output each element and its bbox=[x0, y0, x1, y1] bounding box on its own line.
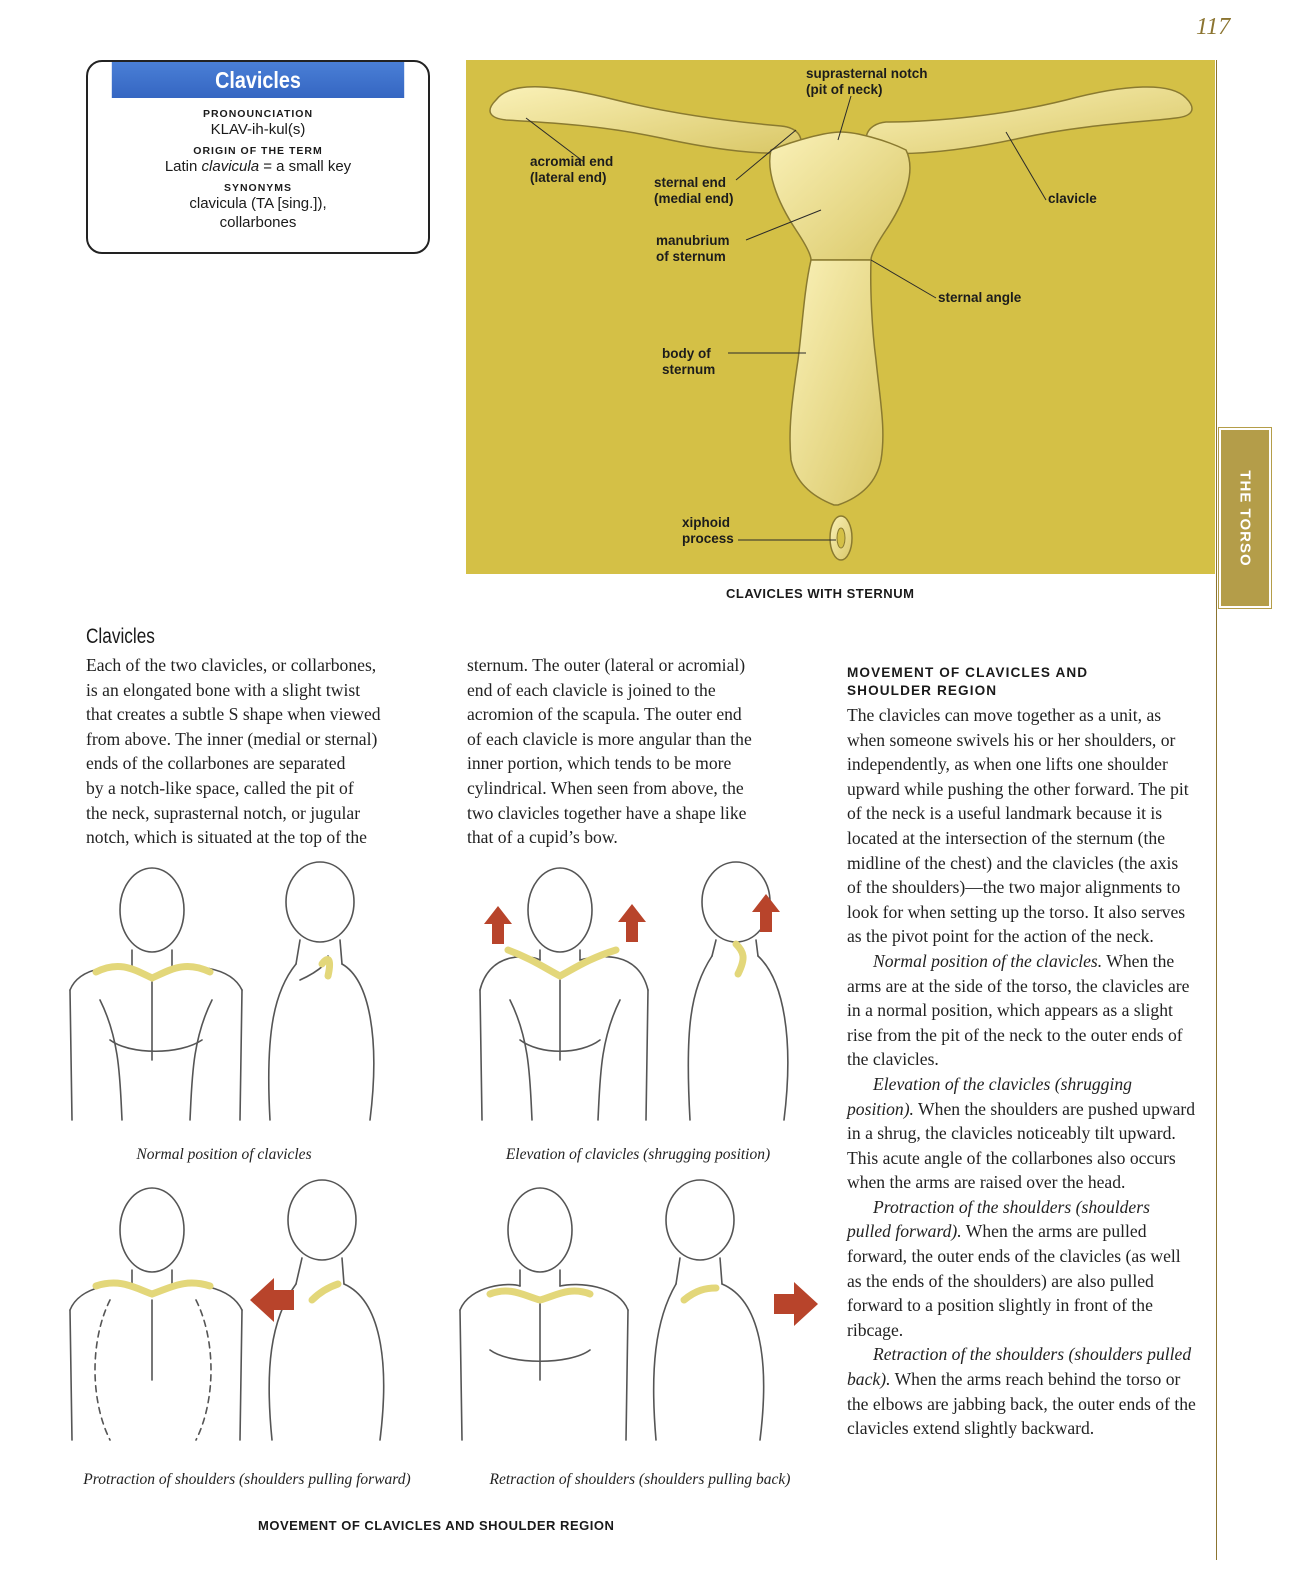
col3-paragraph-2: Normal position of the clavicles. When the arms are at the side of the torso, the clavicles are in a normal position, which appears as a slight rise from the pit of the neck to the outer ends of the clavicles. bbox=[847, 950, 1190, 1070]
col2-line: end of each clavicle is joined to the bbox=[467, 679, 716, 700]
col2-line: sternum. The outer (lateral or acromial) bbox=[467, 655, 746, 675]
movement-figures-drawing bbox=[60, 860, 820, 1520]
term-card bbox=[86, 60, 430, 254]
pronunciation-label: PRONOUNCIATION bbox=[202, 108, 314, 120]
col2-line: inner portion, which tends to be more bbox=[467, 753, 732, 774]
sternum-drawing bbox=[466, 60, 1215, 574]
page-number: 117 bbox=[1196, 14, 1231, 40]
col2-line: that of a cupid’s bow. bbox=[467, 827, 618, 848]
chapter-tab bbox=[1219, 428, 1271, 608]
col2-line: acromion of the scapula. The outer end bbox=[467, 704, 742, 725]
col3-paragraph-5: Retraction of the shoulders (shoulders pulled back). When the arms reach behind the torso or the elbows are jabbing back, the outer ends of the clavicles extend slightly backward. bbox=[847, 1344, 1196, 1439]
movement-figure-caption: MOVEMENT OF CLAVICLES AND SHOULDER REGION bbox=[258, 1518, 615, 1533]
label-acromial-end: acromial end (lateral end) bbox=[530, 154, 614, 185]
caption-normal-position: Normal position of clavicles bbox=[136, 1146, 312, 1163]
figure-normal-side bbox=[269, 862, 374, 1120]
caption-retraction: Retraction of shoulders (shoulders pulling back) bbox=[489, 1471, 791, 1488]
up-arrow-side bbox=[752, 894, 780, 932]
synonyms-line-2: collarbones bbox=[219, 214, 297, 231]
col1-line: notch, which is situated at the top of the bbox=[86, 827, 367, 848]
origin-value bbox=[88, 157, 428, 176]
col2-line: cylindrical. When seen from above, the bbox=[467, 777, 744, 798]
synonyms-line-1: clavicula (TA [sing.]), bbox=[189, 195, 327, 212]
col2-line: two clavicles together have a shape like bbox=[467, 802, 747, 823]
term-card-body bbox=[88, 98, 428, 232]
label-suprasternal-notch: suprasternal notch (pit of neck) bbox=[806, 66, 928, 97]
figure-retraction-front bbox=[460, 1188, 628, 1440]
col1-line: Each of the two clavicles, or collarbones, bbox=[86, 655, 377, 675]
label-xiphoid-process: xiphoid process bbox=[682, 515, 734, 546]
col3-paragraph-3: Elevation of the clavicles (shrugging position). When the shoulders are pushed upward in a shrug, the clavicles noticeably tilt upward. This acute angle of the collarbones also occurs when the arms are raised over the head. bbox=[847, 1073, 1196, 1193]
figure-retraction-side bbox=[654, 1180, 764, 1440]
col1-line: that creates a subtle S shape when viewed bbox=[86, 704, 381, 725]
origin-suffix: = a small key bbox=[259, 158, 352, 175]
label-sternal-end: sternal end (medial end) bbox=[654, 175, 734, 206]
up-arrow-left bbox=[484, 906, 512, 944]
figure-elevation-front bbox=[480, 868, 648, 1120]
col1-line: by a notch-like space, called the pit of bbox=[86, 777, 354, 798]
section-heading: Clavicles bbox=[86, 625, 155, 648]
left-clavicle-shape bbox=[490, 87, 801, 153]
col3-paragraph-1: The clavicles can move together as a unit, as when someone swivels his or her shoulders, or independently, as when one lifts one shoulder upward while pushing the other forward. The pit of the neck is a useful landmark because it is located at the intersection of the sternum (the midline of the chest) and the clavicles (the axis of the shoulders)—the two major alignments to look for when setting up the torso. It also serves as the pivot point for the action of the neck. bbox=[847, 705, 1189, 947]
right-arrow-retraction bbox=[774, 1282, 818, 1326]
label-body-of-sternum: body of sternum bbox=[662, 346, 716, 377]
sternum-body-shape bbox=[790, 260, 883, 505]
body-column-1 bbox=[86, 653, 436, 850]
col1-line: ends of the collarbones are separated bbox=[86, 753, 346, 774]
origin-label: ORIGIN OF THE TERM bbox=[193, 145, 323, 157]
col1-line: the neck, suprasternal notch, or jugular bbox=[86, 802, 361, 823]
figure-elevation-side bbox=[688, 862, 788, 1120]
col3-paragraph-4: Protraction of the shoulders (shoulders pulled forward). When the arms are pulled forward, the outer ends of the clavicles (as well as the ends of the shoulders) are also pulled forward to a position slightly in front of the ribcage. bbox=[847, 1196, 1181, 1340]
left-arrow-protraction bbox=[250, 1278, 294, 1322]
caption-protraction: Protraction of shoulders (shoulders pulling forward) bbox=[83, 1471, 411, 1488]
page-edge-rule bbox=[1216, 60, 1217, 1560]
label-manubrium: manubrium of sternum bbox=[656, 233, 730, 264]
synonyms-label: SYNONYMS bbox=[223, 182, 293, 194]
body-column-2 bbox=[467, 653, 805, 850]
caption-elevation: Elevation of clavicles (shrugging position) bbox=[505, 1146, 771, 1163]
col1-line: is an elongated bone with a slight twist bbox=[86, 679, 361, 700]
sternum-illustration bbox=[466, 60, 1215, 574]
manubrium-shape bbox=[770, 132, 910, 260]
figure-normal-front bbox=[70, 868, 242, 1120]
col1-line: from above. The inner (medial or sternal) bbox=[86, 728, 378, 749]
term-card-title: Clavicles bbox=[112, 62, 404, 98]
label-sternal-angle: sternal angle bbox=[938, 290, 1022, 305]
origin-prefix: Latin bbox=[164, 158, 202, 175]
body-column-3 bbox=[847, 703, 1197, 1441]
pronunciation-value: KLAV-ih-kul(s) bbox=[210, 121, 306, 138]
sternum-figure-caption: CLAVICLES WITH STERNUM bbox=[726, 586, 915, 601]
up-arrow-right bbox=[618, 904, 646, 942]
chapter-tab-label: THE TORSO bbox=[1236, 469, 1254, 567]
col2-line: of each clavicle is more angular than the bbox=[467, 728, 752, 749]
label-clavicle: clavicle bbox=[1048, 191, 1097, 206]
movement-subheading: MOVEMENT OF CLAVICLES AND SHOULDER REGION bbox=[847, 665, 1089, 698]
figure-protraction-front bbox=[70, 1188, 242, 1440]
origin-word: clavicula bbox=[201, 158, 260, 175]
